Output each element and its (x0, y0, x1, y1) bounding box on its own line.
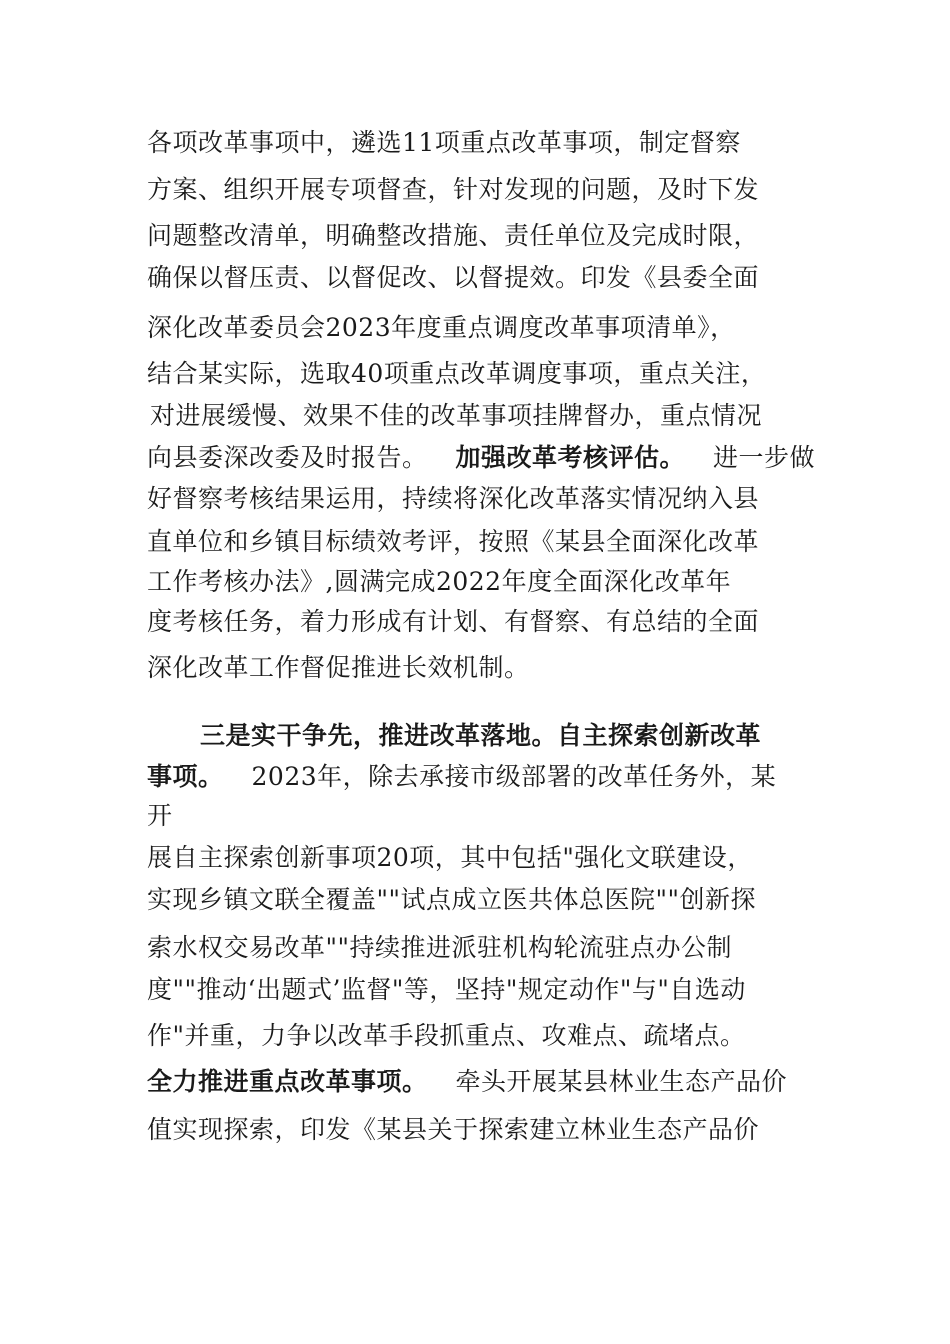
text-line: 确保以督压责、以督促改、以督提效。印发《县委全面 (147, 263, 760, 292)
text-line: 索水权交易改革""持续推进派驻机构轮流驻点办公制 (147, 933, 733, 962)
text-line: 度""推动‘出题式’监督"等，坚持"规定动作"与"自选动 (147, 975, 746, 1004)
body-text: 向县委深改委及时报告。 (147, 443, 428, 472)
text-line (147, 442, 815, 474)
text-line: 各项改革事项中，遴选11项重点改革事项，制定督察 (147, 128, 741, 157)
text-line: 展自主探索创新事项20项，其中包括"强化文联建设， (147, 843, 753, 872)
text-line: 好督察考核结果运用，持续将深化改革落实情况纳入县 (147, 484, 760, 513)
text-line: 作"并重，力争以改革手段抓重点、攻难点、疏堵点。 (147, 1021, 746, 1050)
body-text: 进一步做 (713, 443, 816, 472)
text-line: 对进展缓慢、效果不佳的改革事项挂牌督办，重点情况 (150, 401, 763, 430)
text-line: 值实现探索，印发《某县关于探索建立林业生态产品价 (147, 1115, 760, 1144)
text-line: 工作考核办法》,圆满完成2022年度全面深化改革年 (147, 567, 732, 596)
text-line (147, 1066, 787, 1098)
text-line: 深化改革委员会2023年度重点调度改革事项清单》， (147, 313, 736, 342)
body-text: 2023年，除去承接市级部署的改革任务外，某 (251, 762, 777, 791)
section-heading: 加强改革考核评估。 (455, 443, 686, 472)
text-line: 方案、组织开展专项督查，针对发现的问题，及时下发 (147, 175, 760, 204)
section-heading: 事项。 (147, 762, 224, 791)
text-line: 度考核任务，着力形成有计划、有督察、有总结的全面 (147, 607, 760, 636)
text-line (147, 761, 776, 793)
text-line: 直单位和乡镇目标绩效考评，按照《某县全面深化改革 (147, 527, 760, 556)
text-line: 结合某实际，选取40项重点改革调度事项，重点关注， (147, 359, 767, 388)
section-heading: 全力推进重点改革事项。 (147, 1067, 428, 1096)
text-line: 开 (147, 801, 173, 830)
paragraph-heading: 三是实干争先，推进改革落地。自主探索创新改革 (200, 721, 762, 750)
body-text: 牵头开展某县林业生态产品价 (455, 1067, 788, 1096)
text-line: 实现乡镇文联全覆盖""试点成立医共体总医院""创新探 (147, 885, 756, 914)
text-line: 问题整改清单，明确整改措施、责任单位及完成时限， (147, 221, 760, 250)
text-line: 深化改革工作督促推进长效机制。 (147, 653, 530, 682)
